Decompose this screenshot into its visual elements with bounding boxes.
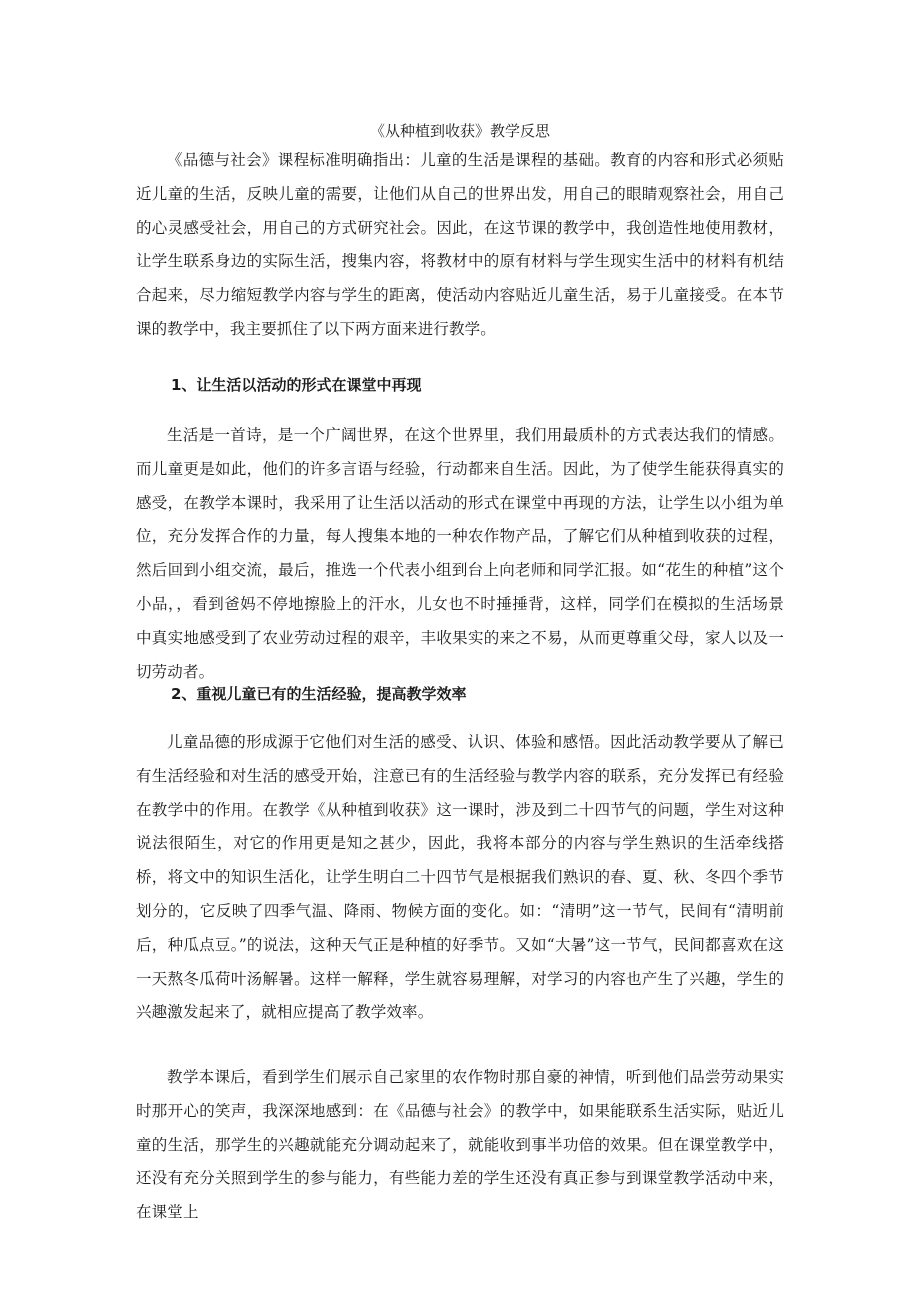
document-title: 《从种植到收获》教学反思 [369,122,550,140]
section2-heading: 2、重视儿童已有的生活经验，提高教学效率 [171,685,467,703]
intro-paragraph: 《品德与社会》课程标准明确指出：儿童的生活是课程的基础。教育的内容和形式必须贴近儿童的生活，反映儿童的需要，让他们从自己的世界出发，用自己的眼睛观察社会，用自己的心灵感受社会，用自己的方式研究社会。因此，在这节课的教学中，我创造性地使用教材，让学生联系身边的实际生活，搜集内容，将教材中的原有材料与学生现实生活中的材料有机结合起来，尽力缩短教学内容与学生的距离，使活动内容贴近儿童生活，易于儿童接受。在本节课的教学中，我主要抓住了以下两方面来进行教学。 [136,151,784,338]
section1-paragraph: 生活是一首诗，是一个广阔世界，在这个世界里，我们用最质朴的方式表达我们的情感。而儿童更是如此，他们的许多言语与经验，行动都来自生活。因此，为了使学生能获得真实的感受，在教学本课时，我采用了让生活以活动的形式在课堂中再现的方法，让学生以小组为单位，充分发挥合作的力量，每人搜集本地的一种农作物产品，了解它们从种植到收获的过程，然后回到小组交流，最后，推选一个代表小组到台上向老师和同学汇报。如“花生的种植”这个小品，，看到爸妈不停地擦脸上的汗水，儿女也不时捶捶背，这样，同学们在模拟的生活场景中真实地感受到了农业劳动过程的艰辛，丰收果实的来之不易，从而更尊重父母，家人以及一切劳动者。 [136,426,784,681]
section1-heading: 1、让生活以活动的形式在课堂中再现 [171,376,422,394]
closing-paragraph: 教学本课后，看到学生们展示自己家里的农作物时那自豪的神情，听到他们品尝劳动果实时那开心的笑声，我深深地感到：在《品德与社会》的教学中，如果能联系生活实际，贴近儿童的生活，那学生的兴趣就能充分调动起来了，就能收到事半功倍的效果。但在课堂教学中，还没有充分关照到学生的参与能力，有些能力差的学生还没有真正参与到课堂教学活动中来，在课堂上 [136,1068,784,1222]
section2-paragraph: 儿童品德的形成源于它他们对生活的感受、认识、体验和感悟。因此活动教学要从了解已有生活经验和对生活的感受开始，注意已有的生活经验与教学内容的联系，充分发挥已有经验在教学中的作用。在教学《从种植到收获》这一课时，涉及到二十四节气的问题，学生对这种说法很陌生，对它的作用更是知之甚少，因此，我将本部分的内容与学生熟识的生活牵线搭桥，将文中的知识生活化，让学生明白二十四节气是根据我们熟识的春、夏、秋、冬四个季节划分的，它反映了四季气温、降雨、物候方面的变化。如：“清明”这一节气，民间有“清明前后，种瓜点豆。”的说法，这种天气正是种植的好季节。又如“大暑”这一节气，民间都喜欢在这一天熬冬瓜荷叶汤解暑。这样一解释，学生就容易理解，对学习的内容也产生了兴趣，学生的兴趣激发起来了，就相应提高了教学效率。 [136,733,784,1022]
